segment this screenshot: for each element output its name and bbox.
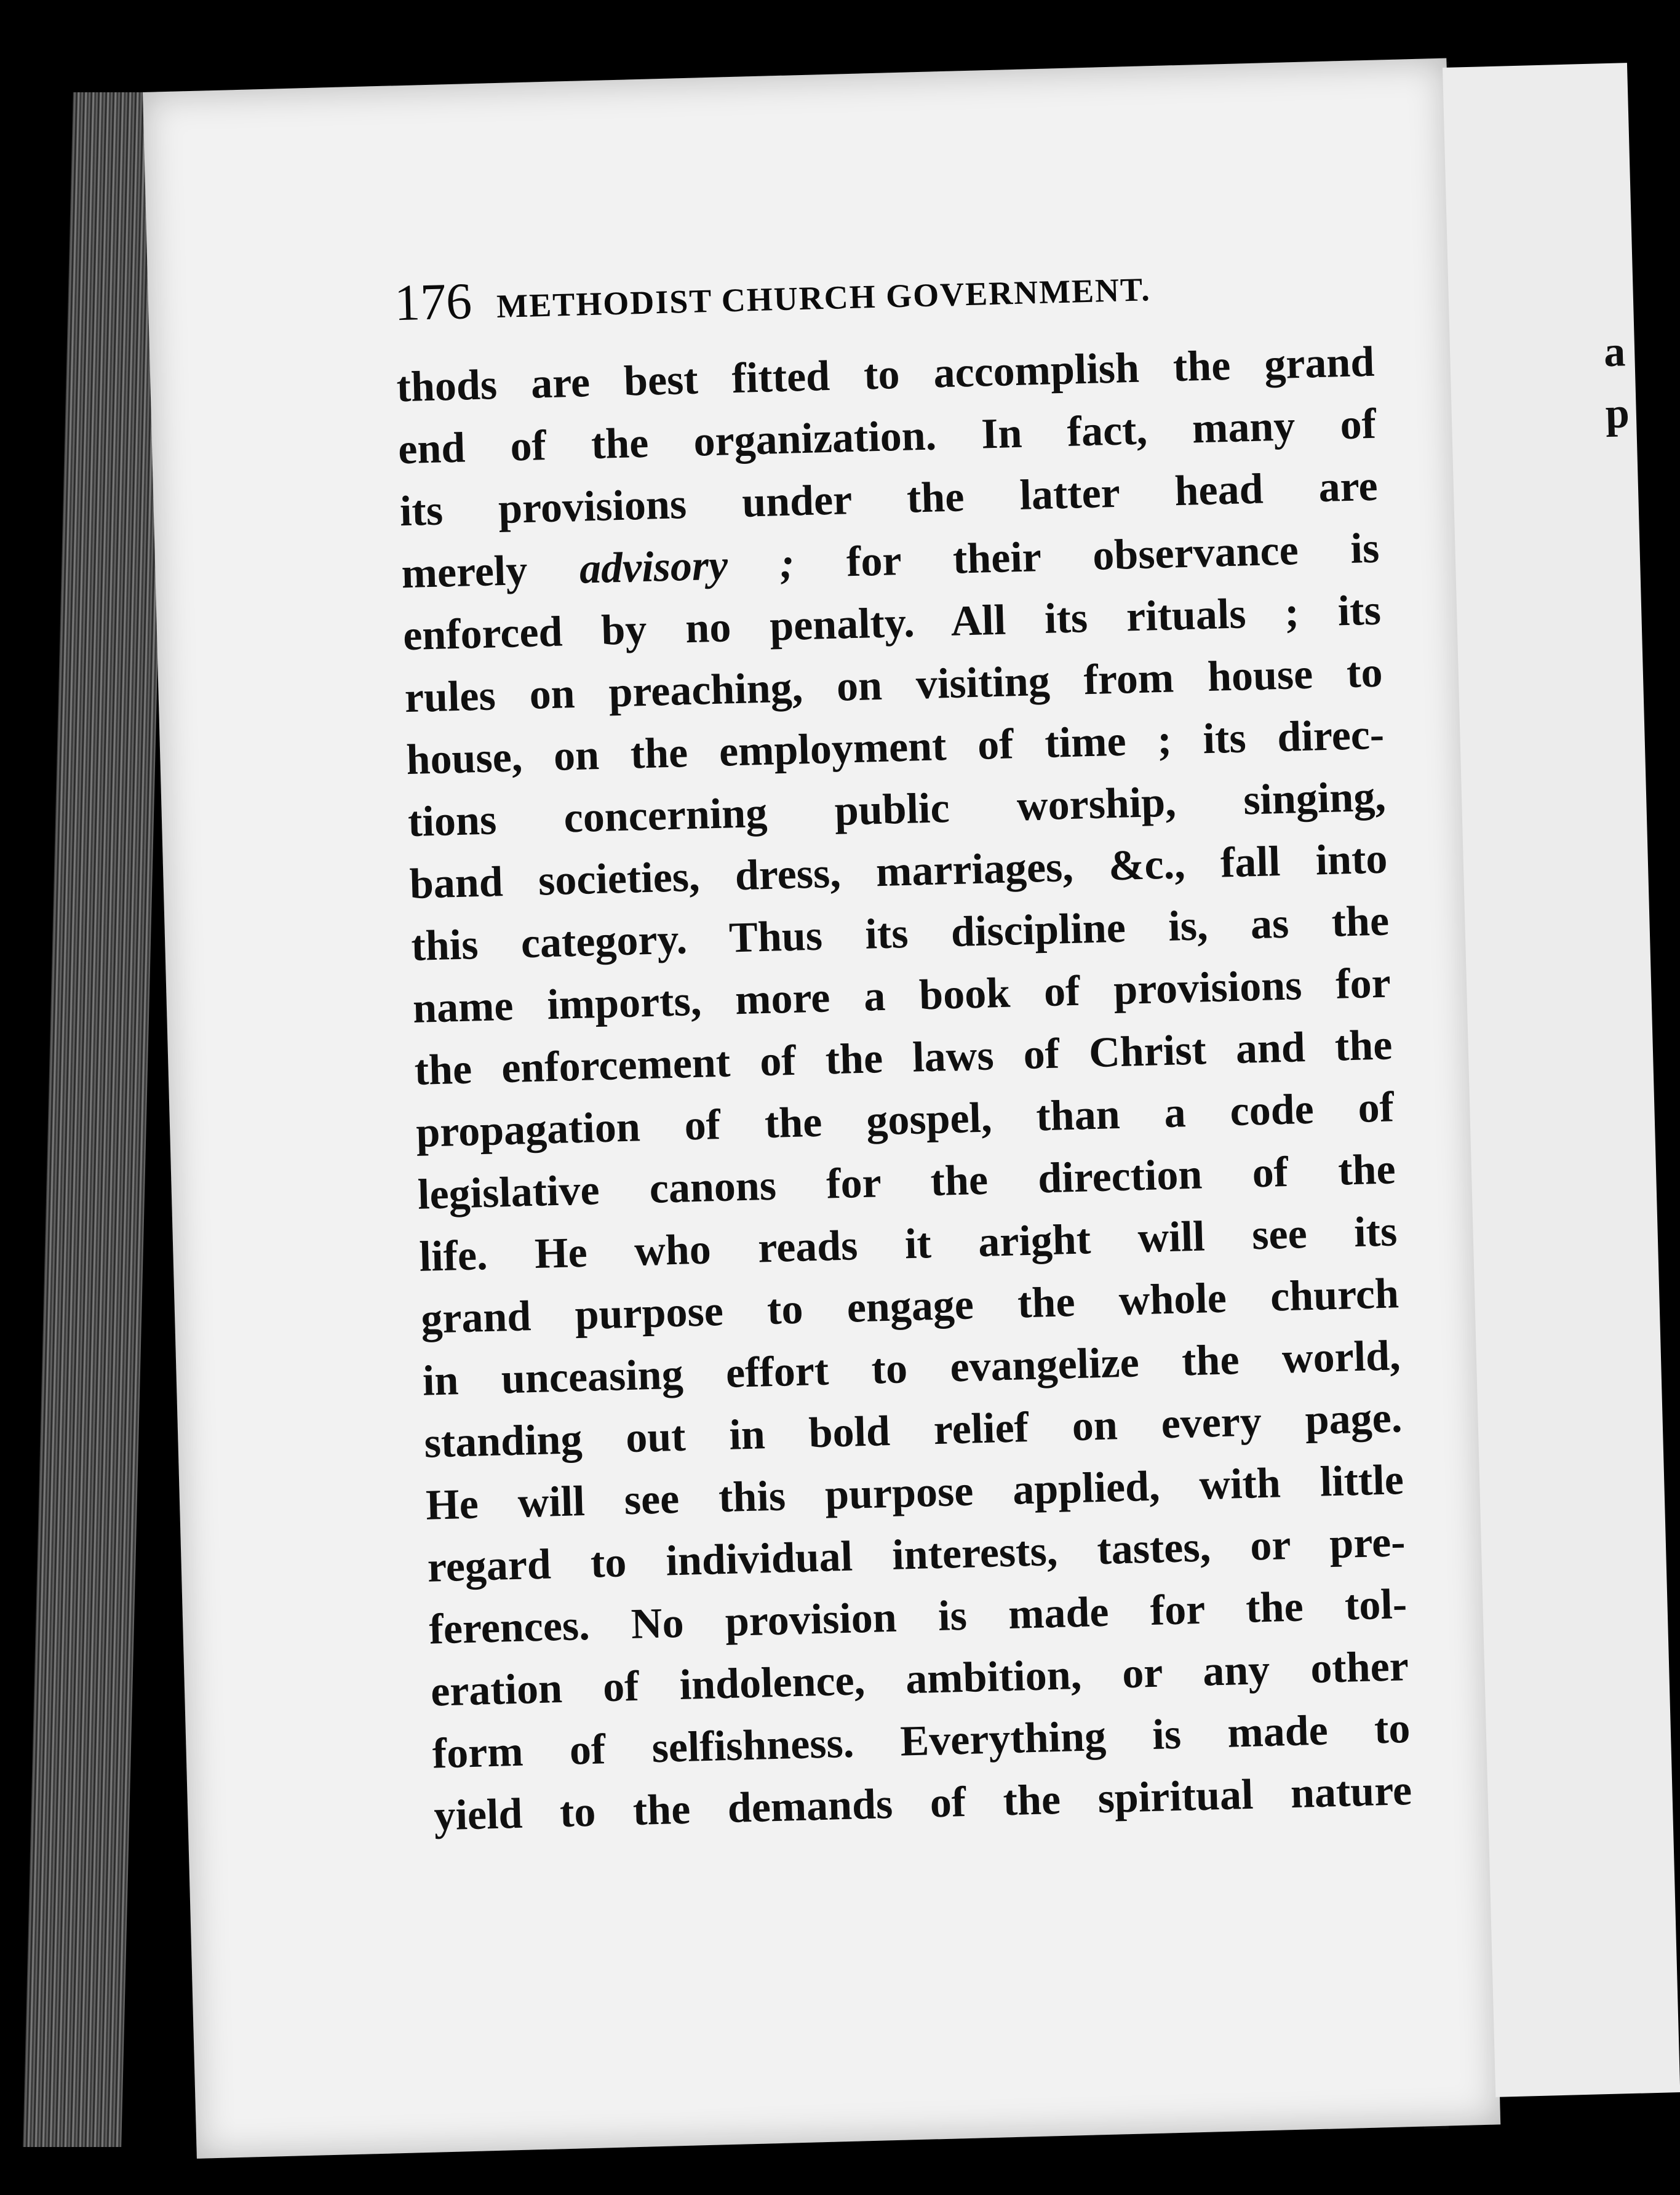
- text-line: He will see this purpose applied, with little: [425, 1456, 1404, 1529]
- text-line: its provisions under the latter head are: [399, 462, 1379, 536]
- running-head: [394, 253, 1152, 333]
- facing-page-fragment: p: [1604, 389, 1630, 438]
- text-line: regard to individual interests, tastes, or pre-: [426, 1518, 1406, 1591]
- book-page-edges: [23, 92, 172, 2147]
- text-line: in unceasing effort to evangelize the world,: [421, 1332, 1401, 1405]
- running-head-title: METHODIST CHURCH GOVERNMENT.: [496, 271, 1152, 325]
- text-line: thods are best fitted to accomplish the grand: [396, 338, 1375, 412]
- text-line: form of selfishness. Everything is made to: [431, 1704, 1411, 1778]
- book-page: [143, 58, 1500, 2159]
- text-line: propagation of the gospel, than a code of: [415, 1083, 1395, 1157]
- text-line: the enforcement of the laws of Christ and the: [413, 1021, 1393, 1094]
- italic-word: advisory ;: [579, 540, 795, 593]
- text-line: band societies, dress, marriages, &c., fall into: [408, 835, 1388, 909]
- text-line: eration of indolence, ambition, or any other: [430, 1643, 1409, 1716]
- text-line: grand purpose to engage the whole church: [420, 1270, 1399, 1343]
- body-text: [396, 331, 1412, 1847]
- text-line: enforced by no penalty. All its rituals ; its: [402, 586, 1382, 660]
- text-line: yield to the demands of the spiritual nature: [433, 1766, 1412, 1840]
- text-line: name imports, more a book of provisions for: [412, 959, 1391, 1033]
- page-number: 176: [393, 273, 473, 332]
- text-line: ferences. No provision is made for the tol-: [428, 1580, 1408, 1654]
- text-line: life. He who reads it aright will see its: [418, 1208, 1398, 1281]
- text-line: rules on preaching, on visiting from house to: [404, 648, 1383, 722]
- text-fragment: merely: [400, 546, 528, 598]
- text-fragment: for their observance is: [846, 524, 1380, 586]
- text-line: this category. Thus its discipline is, as the: [410, 897, 1390, 971]
- text-line: standing out in bold relief on every page.: [423, 1394, 1403, 1467]
- text-line: tions concerning public worship, singing,: [407, 773, 1387, 847]
- text-line: end of the organization. In fact, many of: [397, 400, 1377, 474]
- text-line: legislative canons for the direction of the: [417, 1145, 1396, 1219]
- facing-page-fragment: a: [1603, 328, 1626, 376]
- text-line: house, on the employment of time ; its direc-: [405, 711, 1385, 784]
